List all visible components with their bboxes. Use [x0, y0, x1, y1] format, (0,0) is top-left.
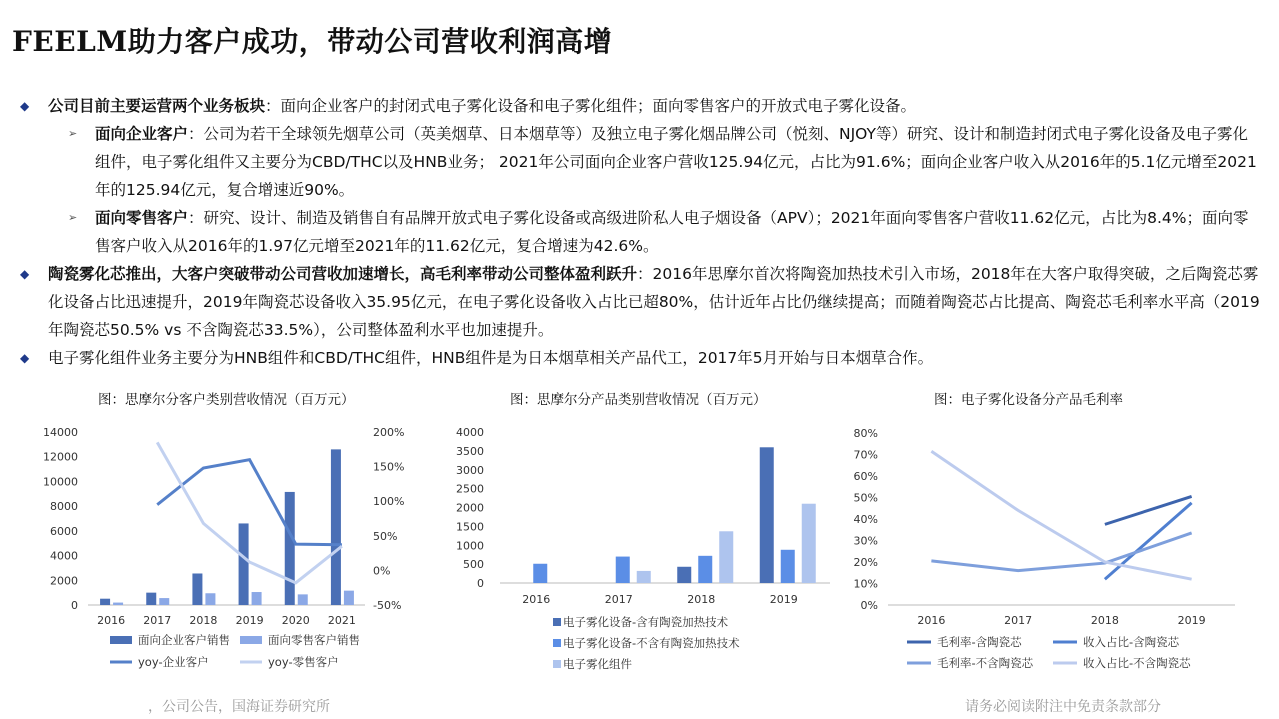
x-tick-label: 2019: [1177, 614, 1206, 627]
bar-series-3: [637, 571, 651, 583]
page-title: FEELM助力客户成功，带动公司营收利润高增: [12, 25, 613, 58]
x-tick-label: 2016: [522, 593, 551, 606]
left-tick-label: 3000: [456, 463, 484, 477]
left-tick-label: 10%: [853, 577, 878, 591]
right-tick-label: 100%: [373, 495, 405, 509]
bullet-heading: 公司目前主要运营两个业务板块: [48, 97, 266, 115]
x-tick-label: 2016: [917, 614, 946, 627]
bar-series-3: [802, 504, 816, 583]
disclaimer-note: 请务必阅读附注中免责条款部分: [965, 699, 1161, 715]
left-tick-label: 1500: [456, 520, 484, 534]
left-tick-label: 2000: [456, 501, 484, 515]
bar-retail: [113, 603, 123, 605]
bullet-heading: 面向零售客户: [95, 209, 189, 227]
bar-series-1: [760, 447, 774, 583]
bullet-business-segments: [20, 92, 1260, 120]
bullet-heading: 陶瓷雾化芯推出，大客户突破带动公司营收加速增长，高毛利率带动公司整体盈利跃升: [48, 265, 638, 283]
bullet-text: ：公司为若干全球领先烟草公司（英美烟草、日本烟草等）及独立电子雾化烟品牌公司（悦刻、NJOY等）研究、设计和制造封闭式电子雾化设备及电子雾化组件，电子雾化组件又主要分为CBD/THC以及HNB业务； 2021年公司面向企业客户营收125.94亿元，占比为91.6%；面向企业客户收入从2016年的5.1亿元增至2021年的125.94亿元，复合增速近90%。: [95, 125, 1257, 199]
chart1-title: 图：思摩尔分客户类别营收情况（百万元）: [98, 392, 355, 408]
left-tick-label: 80%: [853, 427, 878, 440]
x-tick-label: 2016: [97, 614, 126, 627]
right-tick-label: 200%: [373, 426, 405, 439]
legend-label: yoy-企业客户: [138, 655, 209, 669]
legend-label: 电子雾化设备-不含有陶瓷加热技术: [563, 636, 740, 650]
legend-swatch: [553, 660, 561, 668]
bullet-retail: [20, 204, 1260, 260]
legend-label: 电子雾化组件: [563, 657, 632, 671]
bullet-text: ：研究、设计、制造及销售自有品牌开放式电子雾化设备或高级进阶私人电子烟设备（APV）；2021年面向零售客户营收11.62亿元，占比为8.4%；面向零售客户收入从2016年的1.97亿元增至2021年的11.62亿元，复合增速为42.6%。: [95, 209, 1249, 255]
bullet-hnb: [20, 344, 1260, 372]
bar-retail: [344, 591, 354, 605]
left-tick-label: 60%: [853, 470, 878, 483]
left-tick-label: 50%: [853, 491, 878, 505]
chart2-title: 图：思摩尔分产品类别营收情况（百万元）: [510, 392, 767, 408]
diamond-icon: ◆: [20, 351, 30, 365]
line-yoy-enterprise: [157, 460, 342, 545]
diamond-icon: ◆: [20, 99, 30, 113]
bar-series-1: [677, 567, 691, 583]
x-tick-label: 2021: [327, 614, 356, 627]
right-tick-label: 0%: [373, 564, 391, 578]
left-tick-label: 30%: [853, 534, 878, 548]
bar-enterprise: [331, 449, 341, 605]
legend-label: 面向企业客户销售: [138, 633, 230, 647]
right-tick-label: 150%: [373, 460, 405, 474]
left-tick-label: 0: [477, 577, 484, 590]
legend-swatch: [110, 636, 132, 644]
left-tick-label: 14000: [43, 426, 78, 439]
left-tick-label: 0: [71, 599, 78, 612]
left-tick-label: 6000: [50, 524, 78, 538]
bullet-heading: 面向企业客户: [95, 125, 189, 143]
chart2-product-revenue: [455, 420, 835, 680]
bullet-list: [20, 92, 1260, 372]
bar-retail: [252, 592, 262, 605]
chart3-title: 图：电子雾化设备分产品毛利率: [934, 392, 1123, 408]
bullet-text: ：2016年思摩尔首次将陶瓷加热技术引入市场，2018年在大客户取得突破，之后陶瓷芯雾化设备占比迅速提升，2019年陶瓷芯设备收入35.95亿元，在电子雾化设备收入占比已超80%，估计近年占比仍继续提高；而随着陶瓷芯占比提高、陶瓷芯毛利率水平高（2019年陶瓷芯50.5% vs 不含陶瓷芯33.5%），公司整体盈利水平也加速提升。: [48, 265, 1260, 339]
x-tick-label: 2018: [687, 593, 716, 606]
legend-label: 收入占比-不含陶瓷芯: [1083, 656, 1191, 670]
left-tick-label: 500: [463, 558, 484, 572]
bar-series-2: [781, 550, 795, 583]
arrow-icon: ➢: [68, 127, 78, 140]
left-tick-label: 8000: [50, 500, 78, 514]
legend-swatch: [240, 636, 262, 644]
arrow-icon: ➢: [68, 211, 78, 224]
left-tick-label: 0%: [860, 599, 878, 612]
bar-retail: [159, 598, 169, 605]
legend-swatch: [553, 639, 561, 647]
line-series-2: [1105, 503, 1192, 579]
left-tick-label: 20%: [853, 556, 878, 569]
legend-label: 毛利率-含陶瓷芯: [937, 635, 1022, 649]
bar-retail: [298, 594, 308, 605]
legend-label: 毛利率-不含陶瓷芯: [937, 656, 1034, 670]
bar-retail: [205, 593, 215, 605]
x-tick-label: 2018: [1090, 614, 1119, 627]
bar-enterprise: [239, 523, 249, 605]
line-series-1: [1105, 496, 1192, 524]
bar-series-2: [698, 556, 712, 583]
legend-swatch: [553, 618, 561, 626]
left-tick-label: 3500: [456, 444, 484, 458]
x-tick-label: 2019: [769, 593, 798, 606]
bullet-ceramic: [20, 260, 1260, 344]
bar-series-2: [616, 557, 630, 583]
left-tick-label: 40%: [853, 513, 878, 526]
left-tick-label: 4000: [50, 549, 78, 563]
bar-enterprise: [192, 573, 202, 605]
left-tick-label: 10000: [43, 475, 78, 489]
left-tick-label: 2000: [50, 574, 78, 588]
bar-enterprise: [285, 492, 295, 605]
right-tick-label: -50%: [373, 599, 402, 612]
left-tick-label: 70%: [853, 448, 878, 462]
bar-series-3: [719, 531, 733, 583]
bullet-enterprise: [20, 120, 1260, 204]
bar-series-2: [533, 564, 547, 583]
left-tick-label: 1000: [456, 539, 484, 553]
diamond-icon: ◆: [20, 267, 30, 281]
legend-label: 面向零售客户销售: [268, 633, 360, 647]
line-yoy-retail: [157, 442, 342, 582]
bar-enterprise: [146, 593, 156, 605]
right-tick-label: 50%: [373, 529, 398, 543]
left-tick-label: 2500: [456, 482, 484, 496]
x-tick-label: 2017: [143, 614, 172, 627]
chart1-customer-revenue: [30, 420, 450, 680]
x-tick-label: 2017: [1004, 614, 1033, 627]
left-tick-label: 4000: [456, 426, 484, 439]
legend-label: 收入占比-含陶瓷芯: [1083, 635, 1180, 649]
x-tick-label: 2018: [189, 614, 218, 627]
bar-enterprise: [100, 599, 110, 605]
left-tick-label: 12000: [43, 450, 78, 464]
x-tick-label: 2020: [281, 614, 310, 627]
bullet-text: ：面向企业客户的封闭式电子雾化设备和电子雾化组件；面向零售客户的开放式电子雾化设备。: [265, 97, 917, 115]
chart3-gross-margin: [845, 420, 1265, 680]
bullet-text: 电子雾化组件业务主要分为HNB组件和CBD/THC组件，HNB组件是为日本烟草相关产品代工，2017年5月开始与日本烟草合作。: [48, 349, 934, 367]
line-series-4: [931, 451, 1191, 579]
source-note: ，公司公告，国海证券研究所: [148, 699, 330, 715]
legend-label: yoy-零售客户: [268, 655, 339, 669]
legend-label: 电子雾化设备-含有陶瓷加热技术: [563, 615, 729, 629]
x-tick-label: 2019: [235, 614, 264, 627]
x-tick-label: 2017: [604, 593, 633, 606]
